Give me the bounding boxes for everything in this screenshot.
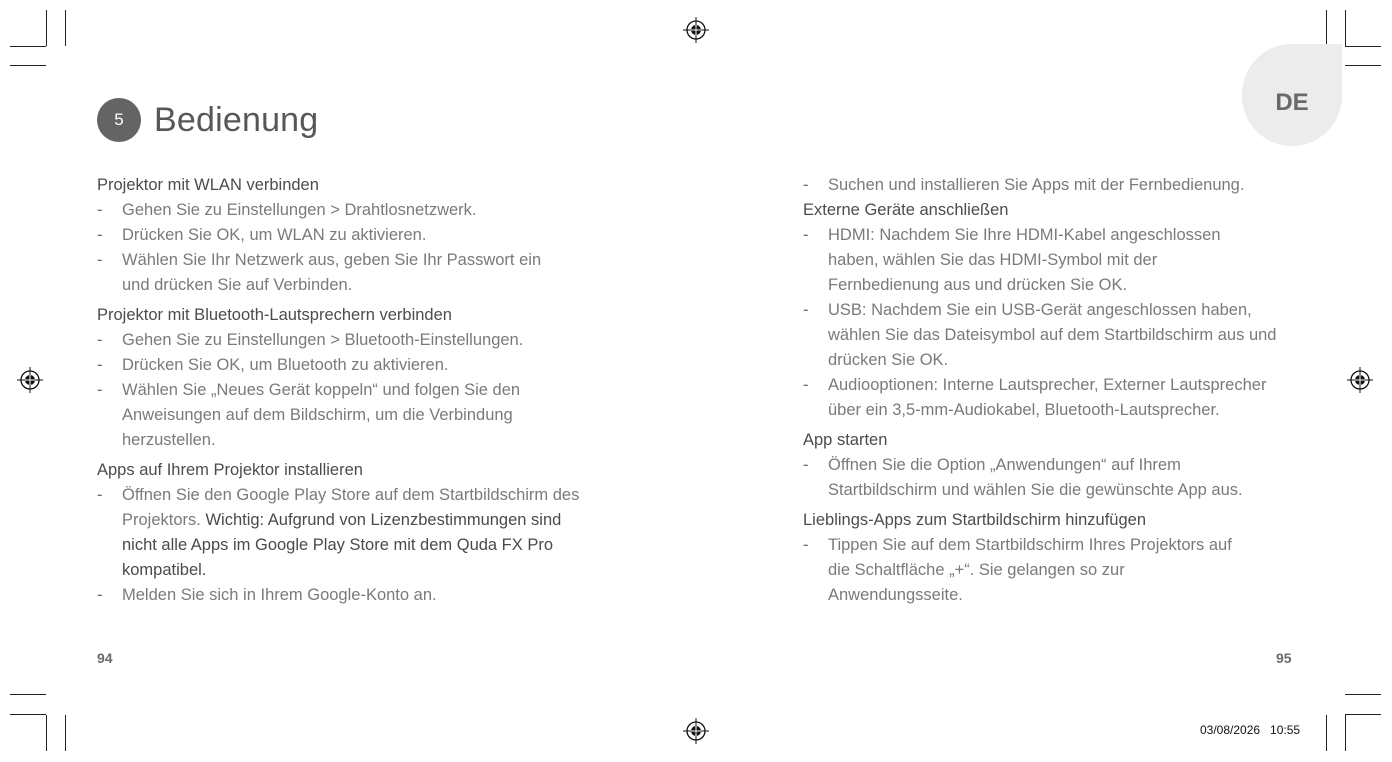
section-favorite-apps xyxy=(803,508,1303,608)
list-item: - Melden Sie sich in Ihrem Google-Konto an. xyxy=(97,583,597,608)
registration-mark-icon xyxy=(1347,367,1373,393)
list-item: - Wählen Sie Ihr Netzwerk aus, geben Sie Ihr Passwort ein und drücken Sie auf Verbinden. xyxy=(97,248,572,298)
section-title: Projektor mit WLAN verbinden xyxy=(97,176,319,194)
section-title: Projektor mit Bluetooth-Lautsprechern verbinden xyxy=(97,306,452,324)
list-item: - USB: Nachdem Sie ein USB-Gerät angeschlossen haben, wählen Sie das Dateisymbol auf dem Startbildschirm aus und drücken Sie OK. xyxy=(803,298,1293,373)
item-list xyxy=(97,198,597,298)
crop-mark xyxy=(10,46,46,47)
list-item: - Gehen Sie zu Einstellungen > Bluetooth-Einstellungen. xyxy=(97,328,597,353)
crop-mark xyxy=(1345,65,1381,66)
item-list xyxy=(803,223,1303,423)
print-timestamp: 03/08/2026 10:55 xyxy=(1200,723,1301,737)
section-apps xyxy=(97,458,597,608)
language-tab-label: DE xyxy=(1275,89,1309,116)
left-column xyxy=(97,173,597,613)
section-external-devices xyxy=(803,198,1303,423)
registration-mark-icon xyxy=(17,367,43,393)
section-title: App starten xyxy=(803,431,888,449)
list-item-text: Öffnen Sie den Google Play Store auf dem Startbildschirm des Projektors. xyxy=(122,486,580,529)
language-tab xyxy=(1242,44,1342,146)
item-list xyxy=(803,173,1303,198)
item-list xyxy=(97,483,597,608)
chapter-number-badge: 5 xyxy=(97,98,141,142)
list-item: - Suchen und installieren Sie Apps mit der Fernbedienung. xyxy=(803,173,1303,198)
list-item: - Wählen Sie „Neues Gerät koppeln“ und folgen Sie den Anweisungen auf dem Bildschirm, um die Verbindung herzustellen. xyxy=(97,378,552,453)
important-note: Wichtig: Aufgrund von Lizenzbestimmungen sind nicht alle Apps im Google Play Store mit dem Quda FX Pro kompatibel. xyxy=(122,511,562,579)
list-item: - Drücken Sie OK, um Bluetooth zu aktivieren. xyxy=(97,353,597,378)
section-title: Lieblings-Apps zum Startbildschirm hinzufügen xyxy=(803,511,1147,529)
crop-mark xyxy=(46,10,47,46)
item-list xyxy=(803,453,1303,503)
item-list xyxy=(97,328,597,453)
list-item xyxy=(97,483,582,583)
crop-mark xyxy=(1345,715,1346,751)
section-bluetooth xyxy=(97,303,597,453)
list-item: - Gehen Sie zu Einstellungen > Drahtlosnetzwerk. xyxy=(97,198,597,223)
page-number-right: 95 xyxy=(1276,650,1292,666)
section-start-app xyxy=(803,428,1303,503)
list-item: - Öffnen Sie die Option „Anwendungen“ auf Ihrem Startbildschirm und wählen Sie die gewünschte App aus. xyxy=(803,453,1293,503)
crop-mark xyxy=(1345,694,1381,695)
crop-mark xyxy=(1345,10,1346,46)
crop-mark xyxy=(1345,714,1381,715)
list-item: - Audiooptionen: Interne Lautsprecher, Externer Lautsprecher über ein 3,5-mm-Audiokabel, Bluetooth-Lautsprecher. xyxy=(803,373,1303,423)
registration-mark-icon xyxy=(683,17,709,43)
section-title: Apps auf Ihrem Projektor installieren xyxy=(97,461,363,479)
crop-mark xyxy=(10,714,46,715)
right-column xyxy=(803,173,1303,613)
list-item: - Drücken Sie OK, um WLAN zu aktivieren. xyxy=(97,223,597,248)
list-item: - Tippen Sie auf dem Startbildschirm Ihres Projektors auf die Schaltfläche „+“. Sie gelangen so zur Anwendungsseite. xyxy=(803,533,1248,608)
section-wlan xyxy=(97,173,597,298)
crop-mark xyxy=(65,715,66,751)
crop-mark xyxy=(1345,46,1381,47)
page-number-left: 94 xyxy=(97,650,113,666)
registration-mark-icon xyxy=(683,718,709,744)
crop-mark xyxy=(46,715,47,751)
crop-mark xyxy=(65,10,66,46)
crop-mark xyxy=(1326,10,1327,46)
item-list xyxy=(803,533,1303,608)
list-item: - HDMI: Nachdem Sie Ihre HDMI-Kabel angeschlossen haben, wählen Sie das HDMI-Symbol mit der Fernbedienung aus und drücken Sie OK. xyxy=(803,223,1258,298)
crop-mark xyxy=(10,694,46,695)
section-title: Externe Geräte anschließen xyxy=(803,201,1009,219)
crop-mark xyxy=(10,65,46,66)
crop-mark xyxy=(1326,715,1327,751)
chapter-title: Bedienung xyxy=(154,101,319,139)
